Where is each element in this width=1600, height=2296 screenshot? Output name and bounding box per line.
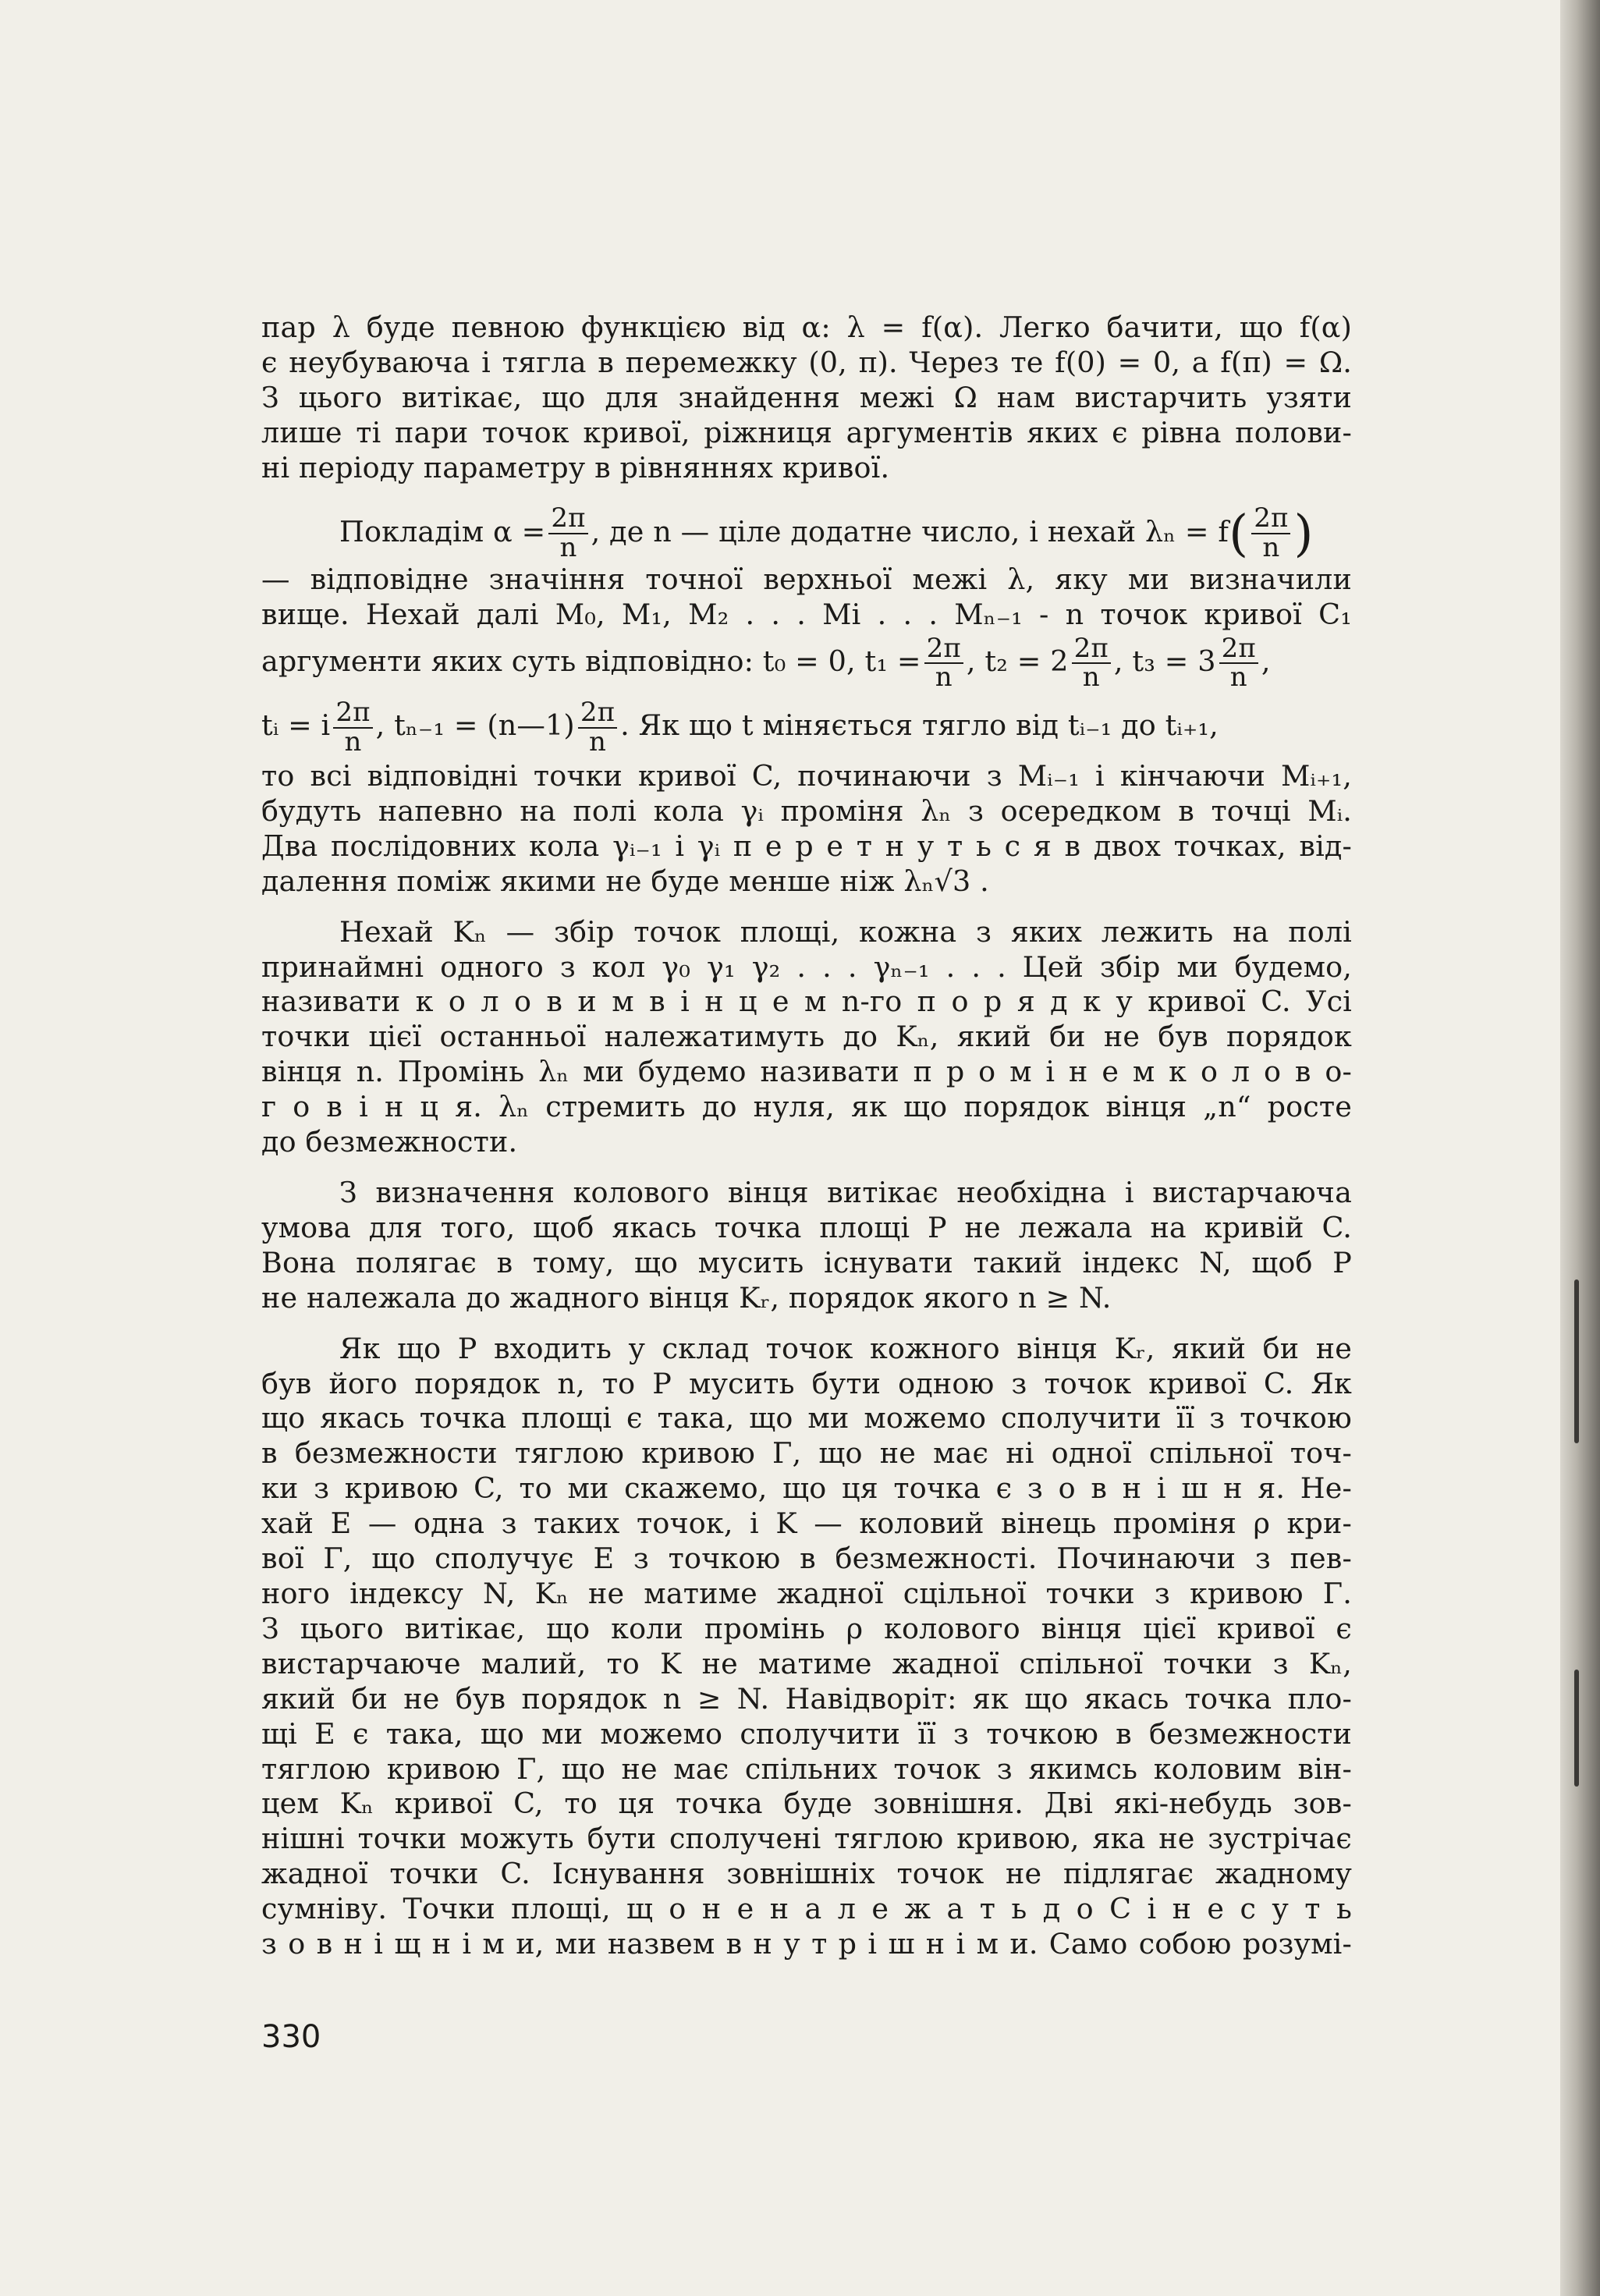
paragraph-4 <box>261 915 1352 1160</box>
formula-prefix: Покладім α = <box>339 514 546 548</box>
text-line: тяглою кривою Γ, що не має спільних точок з якимсь коловим він- <box>261 1751 1352 1786</box>
fraction-numerator: 2π <box>548 505 587 534</box>
fraction-numerator: 2π <box>333 699 372 729</box>
text-line: хай E — одна з таких точок, і K — коловий вінець проміня ρ кри- <box>261 1506 1352 1541</box>
formula-line-ti <box>261 692 1352 759</box>
paragraph-3 <box>261 759 1352 900</box>
fraction-2pi-n <box>924 632 963 694</box>
text-line: З цього витікає, що для знайдення межі Ω нам вистарчить узяти <box>261 380 1352 414</box>
text-line: умова для того, щоб якась точка площі P не лежала на кривій C. <box>261 1210 1352 1244</box>
formula-t3: , t₃ = 3 <box>1113 644 1216 678</box>
fraction-2pi-n <box>1251 502 1290 564</box>
text-line: цем Kₙ кривої C, то ця точка буде зовнішня. Дві які-небудь зов- <box>261 1787 1352 1821</box>
text-line: Два послідовних кола γᵢ₋₁ і γᵢ п е р е т н у т ь с я в двох точках, від- <box>261 829 1352 863</box>
paragraph-1 <box>261 311 1352 486</box>
text-line: є неубуваюча і тягла в перемежку (0, π). Через те f(0) = 0, а f(π) = Ω. <box>261 345 1352 379</box>
text-line: ні періоду параметру в рівняннях кривої. <box>261 450 890 484</box>
fraction-denominator: n <box>344 726 362 758</box>
fraction-numerator: 2π <box>578 699 617 729</box>
paragraph-6 <box>261 1332 1352 1962</box>
text-line: — відповідне значіння точної верхньої межі λ, яку ми визначили <box>261 562 1352 597</box>
text-line: називати к о л о в и м в і н ц е м n-го п о р я д к у кривої C. Усі <box>261 985 1352 1019</box>
fraction-denominator: n <box>1082 662 1100 694</box>
formula-tail: . Як що t міняється тягло від tᵢ₋₁ до tᵢ₊₁, <box>620 708 1219 743</box>
text-line: вистарчаюче малий, то K не матиме жадної спільної точки з Kₙ, <box>261 1646 1352 1680</box>
fraction-numerator: 2π <box>924 635 963 665</box>
text-line: Нехай Kₙ — збір точок площі, кожна з яких лежить на полі <box>339 914 1352 949</box>
text-line: принаймні одного з кол γ₀ γ₁ γ₂ . . . γₙ₋₁ . . . Цей збір ми будемо, <box>261 949 1352 984</box>
fraction-denominator: n <box>588 726 606 758</box>
text-line: з о в н і щ н і м и, ми назвем в н у т р і ш н і м и. Само собою розумі- <box>261 1927 1352 1961</box>
text-line: будуть напевно на полі кола γᵢ проміня λₙ з осередком в точці Mᵢ. <box>261 793 1352 828</box>
book-spine-shadow <box>1560 0 1600 2296</box>
fraction-numerator: 2π <box>1072 635 1111 665</box>
text-line: то всі відповідні точки кривої C, починаючи з Mᵢ₋₁ і кінчаючи Mᵢ₊₁, <box>261 759 1352 793</box>
text-line: ного індексу N, Kₙ не матиме жадної сцільної точки з кривою Γ. <box>261 1576 1352 1610</box>
formula-line-alpha <box>261 503 1352 563</box>
text-line: нішні точки можуть бути сполучені тяглою кривою, яка не зустрічає <box>261 1822 1352 1856</box>
text-line: Як що P входить у склад точок кожного вінця Kᵣ, який би не <box>339 1331 1352 1365</box>
text-line: щі E є така, що ми можемо сполучити її з точкою в безмежности <box>261 1716 1352 1751</box>
text-line: до безмежности. <box>261 1125 518 1159</box>
fraction-2pi-n <box>1219 632 1258 694</box>
body-text <box>261 311 1352 1962</box>
formula-tn: , tₙ₋₁ = (n—1) <box>375 708 575 743</box>
paren-right: ) <box>1293 505 1314 563</box>
text-line: вінця n. Промінь λₙ ми будемо називати п р о м і н е м к о л о в о- <box>261 1055 1352 1089</box>
text-line: лише ті пари точок кривої, ріжниця аргументів яких є рівна полови- <box>261 415 1352 449</box>
formula-prefix: аргументи яких суть відповідно: t₀ = 0, t₁ = <box>261 644 921 678</box>
text-line: вої Γ, що сполучує E з точкою в безмежності. Починаючи з пев- <box>261 1542 1352 1576</box>
text-line: жадної точки C. Існування зовнішніх точок не підлягає жадному <box>261 1857 1352 1891</box>
fraction-denominator: n <box>559 532 577 564</box>
fraction-numerator: 2π <box>1251 505 1290 534</box>
fraction-denominator: n <box>1262 532 1280 564</box>
text-line: вище. Нехай далі M₀, M₁, M₂ . . . Mі . . . Mₙ₋₁ - n точок кривої C₁ <box>261 597 1352 631</box>
text-line: був його порядок n, то P мусить бути одною з точок кривої C. Як <box>261 1366 1352 1400</box>
text-line: сумніву. Точки площі, щ о н е н а л е ж а т ь д о C і н е с у т ь <box>261 1892 1352 1926</box>
text-line: далення поміж якими не буде менше ніж λₙ√3 . <box>261 864 989 898</box>
text-line: г о в і н ц я. λₙ стремить до нуля, як що порядок вінця „n“ росте <box>261 1090 1352 1124</box>
fraction-2pi-n <box>548 502 587 564</box>
formula-middle: , де n — ціле додатне число, і нехай λₙ = f <box>591 514 1229 548</box>
text-line: не належала до жадного вінця Kᵣ, порядок якого n ≥ N. <box>261 1280 1112 1315</box>
text-line: З цього витікає, що коли промінь ρ колового вінця цієї кривої є <box>261 1611 1352 1645</box>
fraction-2pi-n <box>1072 632 1111 694</box>
text-line: що якась точка площі є така, що ми можемо сполучити її з точкою <box>261 1401 1352 1435</box>
spine-mark <box>1574 1670 1579 1787</box>
text-line: З визначення колового вінця витікає необхідна і вистарчаюча <box>339 1176 1352 1209</box>
text-line: точки цієї останньої належатимуть до Kₙ, який би не був порядок <box>261 1020 1352 1054</box>
text-line: ки з кривою C, то ми скажемо, що ця точка є з о в н і ш н я. Не- <box>261 1471 1352 1506</box>
paragraph-2 <box>261 562 1352 633</box>
page-number: 330 <box>261 2019 321 2055</box>
text-line: Вона полягає в тому, що мусить існувати такий індекс N, щоб P <box>261 1245 1352 1279</box>
text-line: який би не був порядок n ≥ N. Навідворіт: як що якась точка пло- <box>261 1681 1352 1716</box>
fraction-2pi-n <box>333 696 372 758</box>
spine-mark <box>1574 1279 1579 1443</box>
formula-ti: tᵢ = i <box>261 708 331 743</box>
text-line: в безмежности тяглою кривою Γ, що не має ні одної спільної точ- <box>261 1436 1352 1471</box>
text-line: пар λ буде певною функцією від α: λ = f(α). Легко бачити, що f(α) <box>261 311 1352 344</box>
fraction-denominator: n <box>935 662 953 694</box>
paragraph-5 <box>261 1176 1352 1316</box>
formula-line-arguments <box>261 633 1352 692</box>
fraction-numerator: 2π <box>1219 635 1258 665</box>
paren-left: ( <box>1229 505 1249 563</box>
formula-t2: , t₂ = 2 <box>966 644 1069 678</box>
fraction-denominator: n <box>1229 662 1247 694</box>
fraction-2pi-n <box>578 696 617 758</box>
formula-end: , <box>1261 644 1271 678</box>
